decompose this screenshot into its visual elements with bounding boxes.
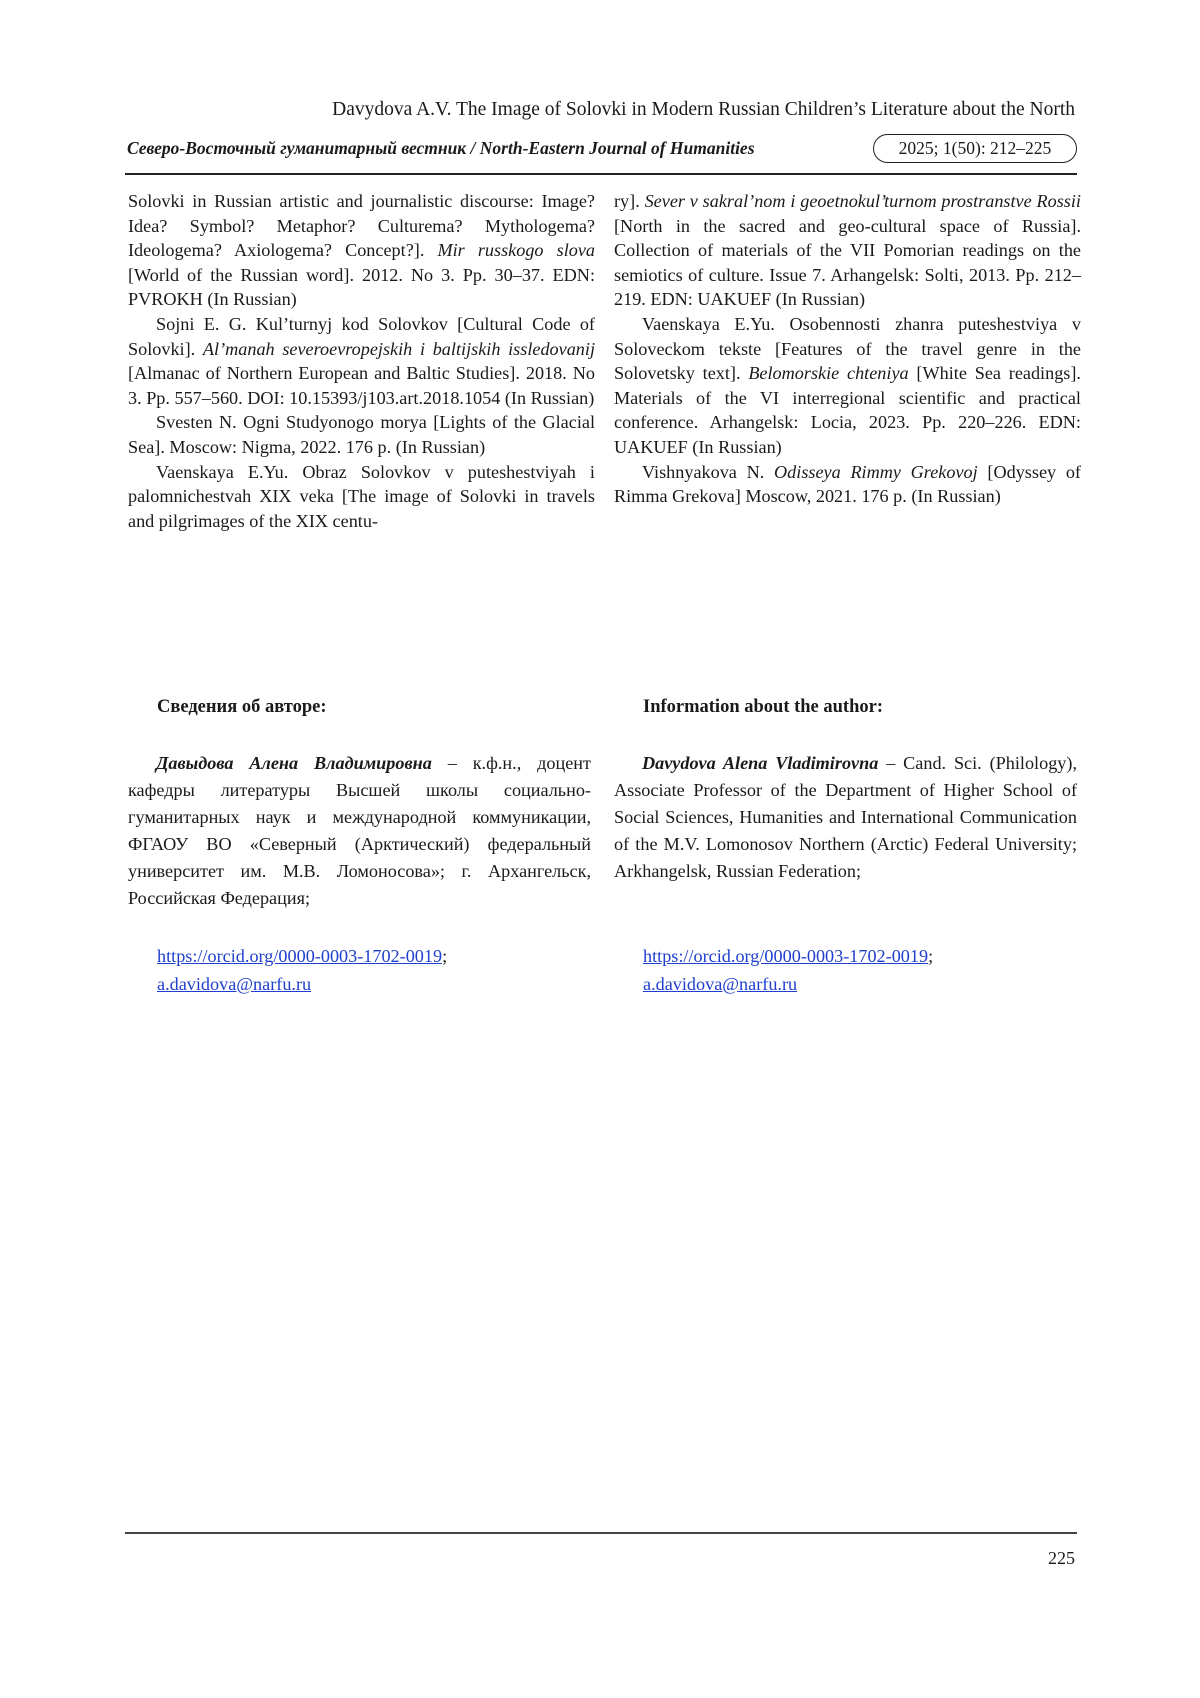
author-heading-ru: Сведения об авторе: bbox=[157, 697, 327, 717]
email-link[interactable]: a.davidova@narfu.ru bbox=[643, 973, 798, 994]
reference-item: Vishnyakova N. Odisseya Rimmy Grekovoj [Odyssey of Rimma Grekova] Moscow, 2021. 176 p. (In Russian) bbox=[614, 461, 1081, 507]
running-title: Davydova A.V. The Image of Solovki in Modern Russian Children’s Literature about the North bbox=[332, 99, 1075, 120]
author-contacts-ru: https://orcid.org/0000-0003-1702-0019; a.davidova@narfu.ru bbox=[157, 946, 448, 994]
reference-item: Sojni E. G. Kul’turnyj kod Solovkov [Cultural Code of Solovki]. Al’manah severoevropejskih i baltijskih issledovanij [Almanac of Northern European and Baltic Studies]. 2018. No 3. Pp. 557–560. DOI: 10.15393/j103.art.2018.1054 (In Russian) bbox=[128, 313, 595, 408]
footer-divider bbox=[125, 1532, 1077, 1534]
author-details-en: – Cand. Sci. (Philology), Associate Professor of the Department of Higher School of Social Sciences, Humanities and International Communication of the M.V. Lomonosov Northern (Arctic) Federal University; Arkhangelsk, Russian Federation; bbox=[614, 753, 1077, 882]
reference-item: Vaenskaya E.Yu. Osobennosti zhanra puteshestviya v Soloveckom tekste [Features of the travel genre in the Solovetsky text]. Belomorskie chteniya [White Sea readings]. Materials of the VI interregional scientific and practical conference. Arhangelsk: Locia, 2023. Pp. 220–226. EDN: UAKUEF (In Russian) bbox=[614, 313, 1081, 457]
reference-item: Vaenskaya E.Yu. Obraz Solovkov v puteshestviyah i palomnichestvah XIX veka [The image of Solovki in travels and pilgrimages of the XIX centu- bbox=[128, 461, 595, 531]
references-right-column bbox=[614, 189, 1081, 509]
email-link[interactable]: a.davidova@narfu.ru bbox=[157, 973, 312, 994]
author-contacts-en: https://orcid.org/0000-0003-1702-0019; a.davidova@narfu.ru bbox=[643, 946, 934, 994]
author-info-ru bbox=[128, 750, 591, 913]
header-divider bbox=[125, 173, 1077, 175]
author-details-ru: – к.ф.н., доцент кафедры литературы Высшей школы социально-гуманитарных наук и международной коммуникации, ФГАОУ ВО «Северный (Арктический) федеральный университет им. М.В. Ломоносова»; г. Архангельск, Российская Федерация; bbox=[128, 753, 591, 909]
orcid-link[interactable]: https://orcid.org/0000-0003-1702-0019 bbox=[157, 946, 443, 966]
author-heading-en: Information about the author: bbox=[643, 697, 883, 717]
issue-badge: 2025; 1(50): 212–225 bbox=[873, 134, 1077, 163]
reference-item: ry]. Sever v sakral’nom i geoetnokul’turnom prostranstve Rossii [North in the sacred and geo-cultural space of Russia]. Collection of materials of the VII Pomorian readings on the semiotics of culture. Issue 7. Arhangelsk: Solti, 2013. Pp. 212–219. EDN: UAKUEF (In Russian) bbox=[614, 191, 1081, 310]
page-number: 225 bbox=[1048, 1548, 1075, 1568]
author-name-ru: Давыдова Алена Владимировна bbox=[156, 753, 432, 773]
author-name-en: Davydova Alena Vladimirovna bbox=[642, 753, 879, 773]
journal-title: Северо-Восточный гуманитарный вестник / North-Eastern Journal of Humanities bbox=[127, 138, 755, 158]
reference-item: Solovki in Russian artistic and journalistic discourse: Image? Idea? Symbol? Metaphor? Culturema? Mythologema? Ideologema? Axiologema? Concept?]. Mir russkogo slova [World of the Russian word]. 2012. No 3. Pp. 30–37. EDN: PVROKH (In Russian) bbox=[128, 191, 596, 310]
references-left-column bbox=[128, 189, 595, 533]
reference-item: Svesten N. Ogni Studyonogo morya [Lights of the Glacial Sea]. Moscow: Nigma, 2022. 176 p. (In Russian) bbox=[128, 412, 595, 457]
orcid-link[interactable]: https://orcid.org/0000-0003-1702-0019 bbox=[643, 946, 929, 966]
author-info-en bbox=[614, 750, 1077, 885]
